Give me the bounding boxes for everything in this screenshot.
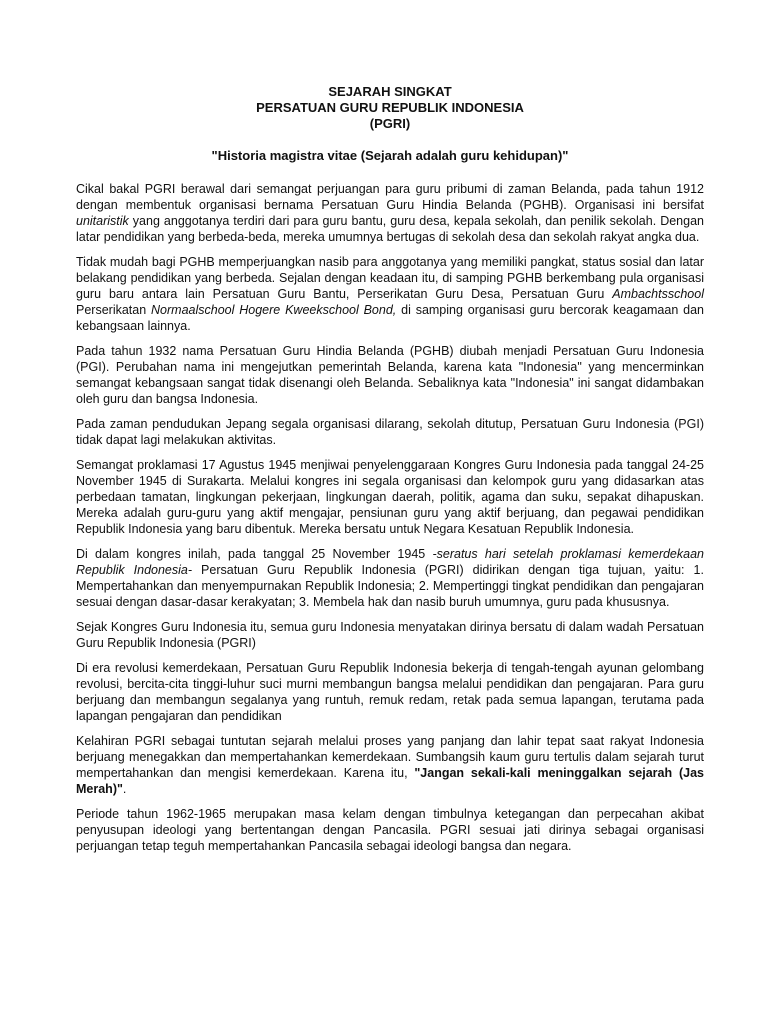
document-title-line-3: (PGRI) bbox=[369, 116, 411, 131]
paragraph-4: Pada zaman pendudukan Jepang segala organisasi dilarang, sekolah ditutup, Persatuan Guru Indonesia (PGI) tidak dapat lagi melakukan aktivitas. bbox=[76, 417, 704, 447]
paragraph-2-italic-1: Ambachtsschool bbox=[612, 287, 704, 301]
paragraph-2-text-c: Perserikatan bbox=[76, 303, 152, 317]
paragraph-1 bbox=[76, 181, 704, 245]
paragraph-2-text-e: di samping organisasi guru bercorak keagamaan dan kebangsaan lainnya. bbox=[76, 303, 704, 333]
paragraph-1-italic: unitaristik bbox=[76, 214, 129, 228]
paragraph-9 bbox=[76, 733, 704, 797]
document-title-line-1: SEJARAH SINGKAT bbox=[328, 84, 452, 99]
paragraph-2-italic-2: Normaalschool Hogere Kweekschool Bond, bbox=[151, 303, 397, 317]
paragraph-10: Periode tahun 1962-1965 merupakan masa kelam dengan timbulnya ketegangan dan perpecahan akibat penyusupan ideologi yang bertentangan dengan Pancasila. PGRI sesuai jati dirinya sebagai organisasi perjuangan tetap teguh mempertahankan Pancasila sebagai ideologi bangsa dan negara. bbox=[76, 807, 704, 853]
document-motto: "Historia magistra vitae (Sejarah adalah guru kehidupan)" bbox=[211, 148, 569, 163]
paragraph-1-text-c: yang anggotanya terdiri dari para guru bantu, guru desa, kepala sekolah, dan penilik sekolah. Dengan latar pendidikan yang berbeda-beda, mereka umumnya bertugas di sekolah desa dan sekolah rakyat angka dua. bbox=[76, 214, 704, 244]
paragraph-5: Semangat proklamasi 17 Agustus 1945 menjiwai penyelenggaraan Kongres Guru Indonesia pada tanggal 24-25 November 1945 di Surakarta. Melalui kongres ini segala organisasi dan kelompok guru yang didasarkan atas perbedaan tamatan, lingkungan pekerjaan, lingkungan daerah, politik, agama dan suku, sepakat dihapuskan. Mereka adalah guru-guru yang aktif mengajar, pensiunan guru yang aktif berjuang, dan pegawai pendidikan Republik Indonesia yang baru dibentuk. Mereka bersatu untuk Negara Kesatuan Republik Indonesia. bbox=[76, 458, 704, 536]
paragraph-9-text-c: . bbox=[122, 782, 127, 796]
paragraph-6-italic: -seratus hari setelah proklamasi kemerdekaan Republik Indonesia- bbox=[76, 547, 704, 577]
paragraph-6-text-a: Di dalam kongres inilah, pada tanggal 25 November 1945 bbox=[76, 547, 433, 561]
paragraph-3: Pada tahun 1932 nama Persatuan Guru Hindia Belanda (PGHB) diubah menjadi Persatuan Guru Indonesia (PGI). Perubahan nama ini mengejutkan pemerintah Belanda, karena kata "Indonesia" yang mencerminkan semangat kebangsaan sangat tidak disenangi oleh Belanda. Sebaliknya kata "Indonesia" ini sangat didambakan oleh guru dan bangsa Indonesia. bbox=[76, 344, 704, 406]
paragraph-8: Di era revolusi kemerdekaan, Persatuan Guru Republik Indonesia bekerja di tengah-tengah ayunan gelombang revolusi, bercita-cita tinggi-luhur suci murni membangun bangsa melalui pendidikan dan pengajaran. Para guru berjuang dan membangun segalanya yang runtuh, remuk redam, retak pada semua lapangan, terutama pada lapangan pengajaran dan pendidikan bbox=[76, 661, 704, 723]
paragraph-2-text-a: Tidak mudah bagi PGHB memperjuangkan nasib para anggotanya yang memiliki pangkat, status sosial dan latar belakang pendidikan yang berbeda. Sejalan dengan keadaan itu, di samping PGHB berkembang pula organisasi guru baru antara lain Persatuan Guru Bantu, Perserikatan Guru Desa, Persatuan Guru bbox=[76, 255, 704, 301]
paragraph-2 bbox=[76, 254, 704, 334]
paragraph-6 bbox=[76, 546, 704, 610]
paragraph-6-text-c: Persatuan Guru Republik Indonesia (PGRI) didirikan dengan tiga tujuan, yaitu: 1. Mempertahankan dan menyempurnakan Republik Indonesia; 2. Mempertinggi tingkat pendidikan dan pengajaran sesuai dengan dasar-dasar kerakyatan; 3. Membela hak dan nasib buruh umumnya, guru pada khususnya. bbox=[76, 563, 704, 609]
paragraph-7: Sejak Kongres Guru Indonesia itu, semua guru Indonesia menyatakan dirinya bersatu di dalam wadah Persatuan Guru Republik Indonesia (PGRI) bbox=[76, 620, 704, 650]
paragraph-9-bold-quote: "Jangan sekali-kali meninggalkan sejarah (Jas Merah)" bbox=[76, 766, 704, 796]
document-title-line-2: PERSATUAN GURU REPUBLIK INDONESIA bbox=[256, 100, 524, 115]
paragraph-1-text-a: Cikal bakal PGRI berawal dari semangat perjuangan para guru pribumi di zaman Belanda, pada tahun 1912 dengan membentuk organisasi bernama Persatuan Guru Hindia Belanda (PGHB). Organisasi ini bersifat bbox=[76, 182, 704, 212]
paragraph-9-text-a: Kelahiran PGRI sebagai tuntutan sejarah melalui proses yang panjang dan lahir tepat saat rakyat Indonesia berjuang menegakkan dan mempertahankan kemerdekaan. Sumbangsih kaum guru tertulis dalam sejarah turut mempertahankan dan mengisi kemerdekaan. Karena itu, bbox=[76, 734, 704, 780]
